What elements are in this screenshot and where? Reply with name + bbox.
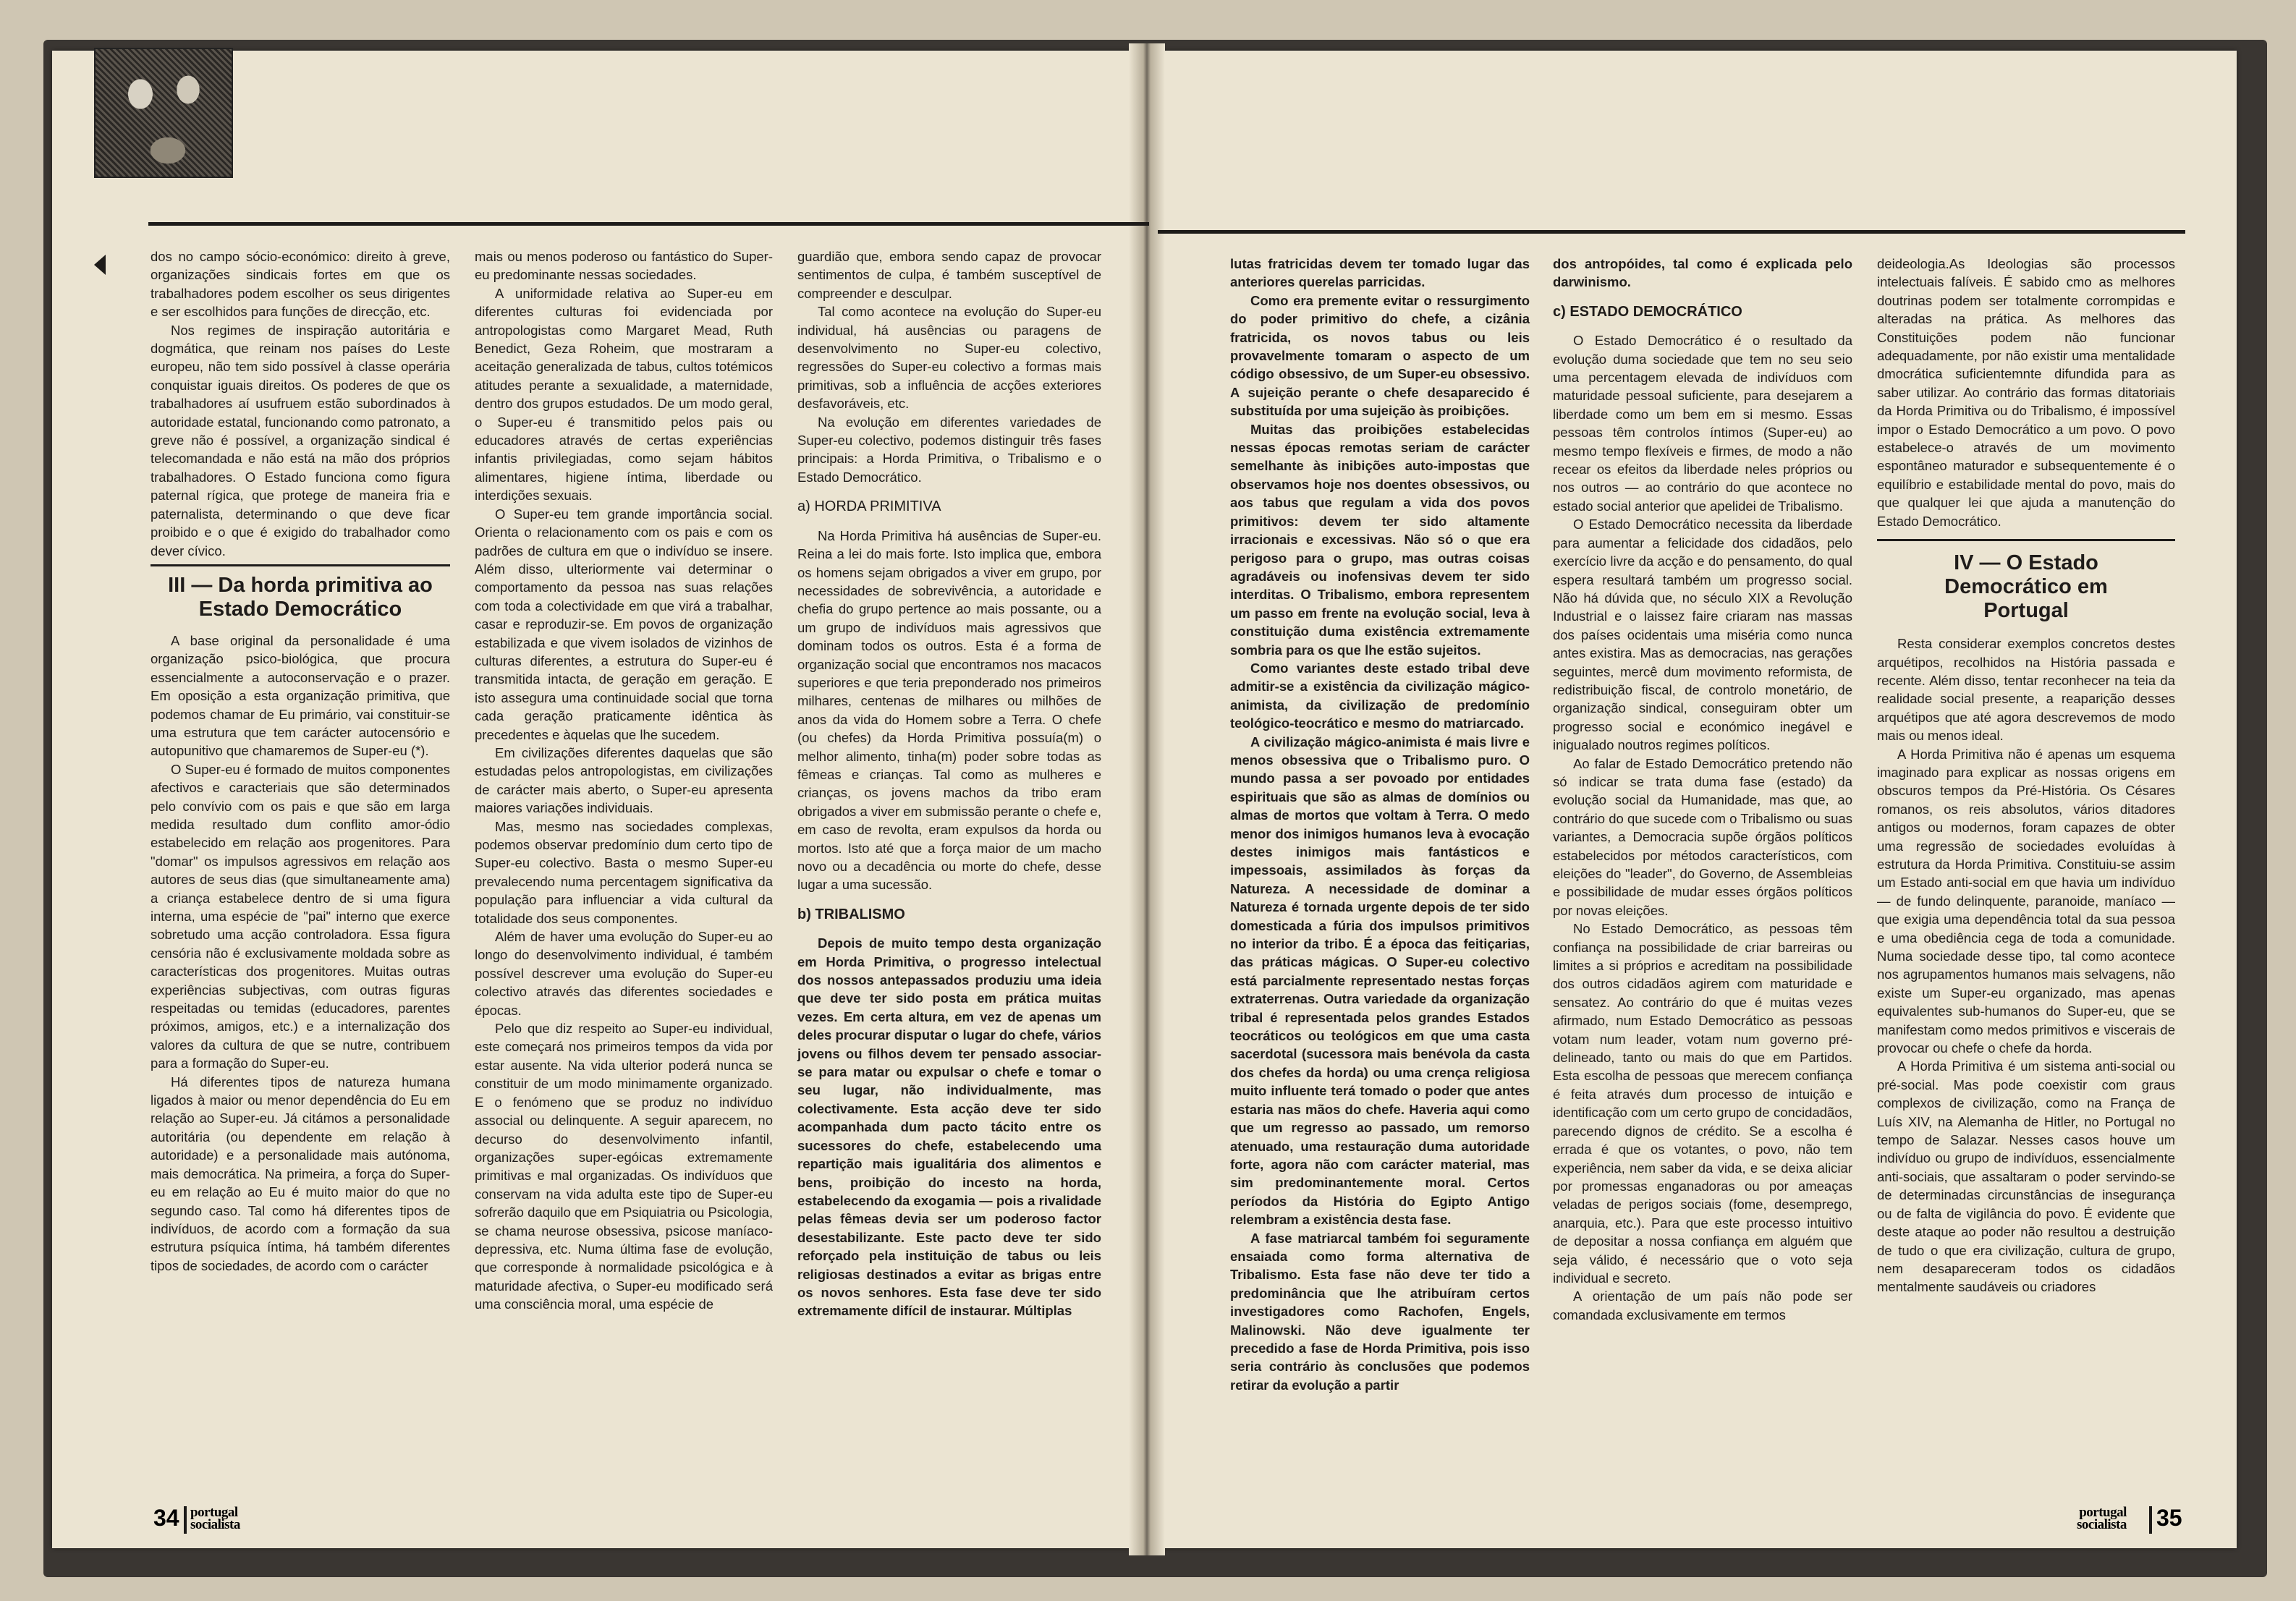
paragraph: Ao falar de Estado Democrático pretendo não só indicar se trata duma fase (estado) da evolução social da Humanidade, mas que, ao contrário do que sucede com o Tribalismo ou suas variantes, a Democracia supõe órgãos políticos estabelecidos por métodos característicos, com eleições do "leader", do Governo, de Assembleias e possibilidade de mudar esses órgãos políticos por novas eleições.	[1553, 755, 1852, 918]
paragraph: O Super-eu é formado de muitos componentes afectivos e caracteriais que são determinados pelo convívio com os pais e que são em larga medida resultado dum conflito amor-ódio estabelecido em relação aos progenitores. Para "domar" os impulsos agressivos em relação aos autores de seus dias (que simultaneamente ama) a criança estabelece dentro de si uma figura interna, uma espécie de "pai" interno que exerce sobretudo uma acção controladora. Essa figura censória não é exclusivamente moldada sobre as características dos progenitores. Muitas outras experiências subjectivas, com outras figuras respeitadas ou temidas (educadores, parentes próximos, amigos, etc.) e a internalização dos valores da cultura de que se nutre, contribuem para a formação do Super-eu.	[151, 761, 450, 1071]
subheading-tribalismo: b) TRIBALISMO	[797, 906, 905, 922]
section-4-title: IV — O Estado Democrático em Portugal	[1944, 551, 2108, 623]
section-3-title: III — Da horda primitiva ao Estado Democrático	[168, 573, 433, 621]
column-3	[797, 247, 1101, 1320]
paragraph: Resta considerar exemplos concretos destes arquétipos, recolhidos na História passada e recente. Além disso, tentar reconhecer na teia da realidade social presente, a reaparição desses arquétipos que até agora descrevemos de modo mais ou menos ideal.	[1877, 636, 2175, 744]
subheading-estado-democratico: c) ESTADO DEMOCRÁTICO	[1553, 303, 1742, 320]
paragraph: Tal como acontece na evolução do Super-eu individual, há ausências ou paragens de desenvolvimento no Super-eu colectivo, regressões do Super-eu colectivo a formas mais primitivas, sob a influência de acções exteriores desfavoráveis, etc.	[797, 304, 1101, 412]
paragraph: Além de haver uma evolução do Super-eu ao longo do desenvolvimento individual, é também possível descrever uma evolução do Super-eu colectivo através das diferentes sociedades e épocas.	[475, 929, 773, 1018]
paragraph: A base original da personalidade é uma organização psico-biológica, que procura essencialmente a autoconservação e o prazer. Em oposição a esta organização primitiva, que podemos chamar de Eu primário, vai constituir-se uma estrutura que tem carácter autocensório e autopunitivo que chamaremos de Super-eu (*).	[151, 632, 450, 759]
paragraph: dos no campo sócio-económico: direito à greve, organizações sindicais fortes em que os trabalhadores podem escolher os seus dirigentes e ser escolhidos para funções de direcção, etc.	[151, 249, 450, 320]
page-number-left: 34	[153, 1505, 179, 1531]
section-divider	[1877, 539, 2175, 541]
column-5	[1553, 255, 1852, 1324]
continuation-arrow-icon	[94, 255, 106, 275]
paragraph: A civilização mágico-animista é mais livre e menos obsessiva que o Tribalismo puro. O mundo passa a ser povoado por entidades espirituais que são as almas de domínios ou almas de mortos que voltam à Terra. O medo menor dos inimigos humanos leva à evocação destes inimigos mais fantásticos e impessoais, assimilados às forças da Natureza. A necessidade de dominar a Natureza é tornada urgente depois de ter sido domesticada a fúria dos impulsos primitivos no interior da tribo. É a época das feitiçarias, das práticas mágicas. O Super-eu colectivo está parcialmente representado nestas forças extraterrenas. Outra variedade da organização tribal é representada pelos grandes Estados teocráticos ou teológicos em que uma casta sacerdotal (sucessora mais benévola da casta dos chefes da horda) ou uma crença religiosa muito influente terá tomado o poder que antes estaria nas mãos do chefe. Haveria aqui como que um regresso ao passado, um remorso atenuado, uma restauração duma autoridade forte, agora não com carácter material, mas sim predominantemente moral. Certos períodos da História do Egipto Antigo relembram a existência desta fase.	[1230, 734, 1530, 1228]
paragraph: lutas fratricidas devem ter tomado lugar das anteriores querelas parricidas.	[1230, 256, 1530, 290]
folio-divider	[2149, 1506, 2152, 1534]
paragraph: O Estado Democrático necessita da liberdade para aumentar a felicidade dos cidadãos, pelo exercício livre da acção e do pensamento, do qual espera resultará também um progresso social. Não há dúvida que, no século XIX a Revolução Industrial e o laissez faire criaram nas massas dos países ocidentais uma miséria como nunca antes existira. Mas as democracias, nas gerações seguintes, mercê dum movimento reformista, de redistribuição fiscal, de controlo monetário, de organização sindical, conseguiram obter um progresso social e económico inegável e inigualado noutros regimes políticos.	[1553, 517, 1852, 753]
column-2	[475, 247, 773, 1314]
paragraph: Na evolução em diferentes variedades de Super-eu colectivo, podemos distinguir três fases principais: a Horda Primitiva, o Tribalismo e o Estado Democrático.	[797, 414, 1101, 485]
paragraph: guardião que, embora sendo capaz de provocar sentimentos de culpa, é também susceptível de compreender e desculpar.	[797, 249, 1101, 301]
paragraph: dos antropóides, tal como é explicada pelo darwinismo.	[1553, 256, 1852, 290]
paragraph: Mas, mesmo nas sociedades complexas, podemos observar predomínio dum certo tipo de Super-eu colectivo. Basta o mesmo Super-eu prevalecendo numa percentagem significativa da população para influenciar a vida cultural da totalidade dos seus componentes.	[475, 818, 773, 926]
column-6	[1877, 255, 2175, 1296]
paragraph: Muitas das proibições estabelecidas nessas épocas remotas seriam de carácter semelhante às inibições auto-impostas que observamos hoje nos doentes obsessivos, ou aos tabus que regulam a vida dos povos primitivos: devem ter sido altamente irracionais e excessivas. Não só o que era perigoso para o grupo, mas outras coisas agradáveis ou inofensivas devem ter sido interditas. O Tribalismo, embora representem um passo em frente na evolução social, leva à constituição duma existência extremamente sombria para os que lhe estão sujeitos.	[1230, 421, 1530, 658]
paragraph: mais ou menos poderoso ou fantástico do Super-eu predominante nessas sociedades.	[475, 249, 773, 283]
paragraph: O Super-eu tem grande importância social. Orienta o relacionamento com os pais e com os padrões de cultura em que o indivíduo se insere. Além disso, ulteriormente vai determinar o comportamento da pessoa nas suas relações com toda a colectividade em que virá a trabalhar, casar e reproduzir-se. Em povos de organização estabilizada e que vivem isolados de vizinhos de culturas diferentes, a estrutura do Super-eu é transmitida intacta, de geração em geração. E isto assegura uma continuidade social que torna cada geração praticamente idêntica às precedentes e àquelas que lhe sucedem.	[475, 506, 773, 742]
paragraph: A Horda Primitiva não é apenas um esquema imaginado para explicar as nossas origens em obscuros tempos da Pré-História. Os Césares romanos, os reis absolutos, vários ditadores antigos ou modernos, foram capazes de obter uma regressão de sociedades evoluídas à estrutura da Horda Primitiva. Constituiu-se assim um Estado anti-social em que havia um indivíduo — de fundo delinquente, paranoide, maníaco — que exigia uma dependência total da sua pessoa e uma obediência cega de toda a comunidade. Numa sociedade desse tipo, tal como acontece nos agrupamentos humanos mais selvagens, não existe um Super-eu organizado, mas apenas equivalentes sub-humanos do Super-eu, que se manifestam como medos primitivos e viscerais de provocar ou chefe o chefe da horda.	[1877, 746, 2175, 1056]
column-1	[151, 247, 450, 1275]
binding-gutter	[1129, 43, 1165, 1555]
paragraph: Depois de muito tempo desta organização em Horda Primitiva, o progresso intelectual dos nossos antepassados produziu uma ideia que deve ter sido posta em prática muitas vezes. Em certa altura, em vez de apenas um deles procurar disputar o lugar do chefe, vários jovens ou filhos devem ter pensado associar-se para matar ou expulsar o chefe e tomar o seu lugar, não individualmente, mas colectivamente. Esta acção deve ter sido acompanhada dum pacto tácito entre os sucessores do chefe, estabelecendo uma repartição mais igualitária dos alimentos e bens, proibição do incesto na horda, estabelecendo da exogamia — pois a rivalidade pelas fêmeas devia ser um poderoso factor desestabilizante. Este pacto deve ter sido reforçado pela instituição de tabus ou leis religiosas destinados a evitar as brigas entre os novos senhores. Esta fase deve ter sido extremamente difícil de instaurar. Múltiplas	[797, 935, 1101, 1319]
brand-logo-right: portugal socialista	[2077, 1505, 2127, 1532]
paragraph: Como era premente evitar o ressurgimento do poder primitivo do chefe, a cizânia fratricida, os novos tabus ou leis provavelmente tomaram o aspecto de um código obsessivo, de um Super-eu obsessivo. A sujeição perante o chefe desaparecido é substituída por uma sujeição às proibições.	[1230, 292, 1530, 419]
paragraph: A Horda Primitiva é um sistema anti-social ou pré-social. Mas pode coexistir com graus complexos de civilização, como na França de Luís XIV, na Alemanha de Hitler, no Portugal no tempo de Salazar. Nesses casos houve um indivíduo ou grupo de indivíduos, essencialmente anti-sociais, que assaltaram o poder servindo-se de determinadas circunstâncias de insegurança ou de falta de vigilância do povo. É evidente que deste ataque ao poder não resultou a destruição de tudo o que era civilização, cultura de grupo, nem desapareceram todos os cidadãos mentalmente saudáveis ou criadores	[1877, 1058, 2175, 1295]
paragraph: O Estado Democrático é o resultado da evolução duma sociedade que tem no seu seio uma percentagem elevada de indivíduos com maturidade pessoal suficiente, para desejarem a liberdade como um bem em si mesmo. Essas pessoas têm controlos íntimos (Super-eu) ao mesmo tempo flexíveis e firmes, de modo a não recear os efeitos da liberdade neles próprios ou nos outros — ao contrário do que acontece no estado social anterior que apelidei de Tribalismo.	[1553, 333, 1852, 514]
paragraph: A fase matriarcal também foi seguramente ensaiada como forma alternativa de Tribalismo. Esta fase não deve ter tido a predominância que lhe atribuíram certos investigadores como Rachofen, Engels, Malinowski. Não deve igualmente ter precedido a fase de Horda Primitiva, pois isso seria contrário às conclusões que podemos retirar da evolução a partir	[1230, 1230, 1530, 1393]
right-header-rule	[1158, 230, 2185, 234]
brand-logo-left: portugal socialista	[190, 1505, 240, 1532]
paragraph: Pelo que diz respeito ao Super-eu individual, este começará nos primeiros tempos da vida por estar ausente. Na vida ulterior poderá nunca se constituir de um modo minimamente organizado. E o fenómeno que se produz no indivíduo associal ou delinquente. A seguir aparecem, no decurso do desenvolvimento infantil, organizações super-egóicas extremamente primitivas e mal organizadas. Os indivíduos que conservam na vida adulta este tipo de Super-eu sofrerão daquilo que em Psiquiatria ou Psicologia, se chama neurose obsessiva, psicose maníaco-depressiva, etc. Numa última fase de evolução, que corresponde à normalidade psicológica e à maturidade afectiva, o Super-eu modificado será uma consciência moral, uma espécie de	[475, 1021, 773, 1312]
paragraph: Em civilizações diferentes daquelas que são estudadas pelos antropologistas, em civilizações de carácter mais aberto, o Super-eu apresenta maiores variações individuais.	[475, 744, 773, 816]
column-4	[1230, 255, 1530, 1394]
header-photo	[94, 48, 233, 178]
paragraph: No Estado Democrático, as pessoas têm confiança na possibilidade de criar barreiras ou limites a si próprios e acreditam na possibilidade dos outros cidadãos agirem com maturidade e sensatez. Ao contrário do que é muitas vezes afirmado, num Estado Democrático as pessoas votam num leader, votam num governo pré-delineado, tanto ou mais do que em Partidos. Esta escolha de pessoas que merecem confiança é feita através dum processo de intuição e identificação com um certo grupo de concidadãos, parecendo dignos de crédito. Se a escolha é errada é que os votantes, o povo, não tem experiência, nem saber da vida, e se deixa aliciar por promessas enganadoras ou por ameaças veladas de perigos sociais (fome, desemprego, anarquia, etc.). Para que este processo intuitivo de depositar a nossa confiança em alguém que seja válido, é necessário que o voto seja individual e secreto.	[1553, 921, 1852, 1286]
left-header-rule	[148, 222, 1149, 226]
paragraph: Na Horda Primitiva há ausências de Super-eu. Reina a lei do mais forte. Isto implica que, embora os homens sejam obrigados a viver em grupo, por necessidades de sobrevivência, a autoridade e chefia do grupo pertence ao mais possante, ou a um grupo de indivíduos mais agressivos que dominam todos os outros. Esta é a forma de organização social que encontramos nos macacos superiores e que teria preponderado nos primeiros milhares, centenas de milhares ou milhões de anos da vida do Homem sobre a Terra. O chefe (ou chefes) da Horda Primitiva possuía(m) o melhor alimento, tinha(m) poder sobre todas as fêmeas e crianças. Tal como as mulheres e crianças, os jovens machos da tribo eram obrigados a viver em submissão perante o chefe e, em caso de revolta, eram expulsos da horda ou mortos. Isto até que a força maior de um macho novo ou a decadência ou morte do chefe, desse lugar a uma sucessão.	[797, 527, 1101, 893]
paragraph: A orientação de um país não pode ser comandada exclusivamente em termos	[1553, 1288, 1852, 1322]
paragraph: Como variantes deste estado tribal deve admitir-se a existência da civilização mágico-animista, da civilização de predomínio teológico-teocrático e mesmo do matriarcado.	[1230, 660, 1530, 731]
paragraph: deideologia.As Ideologias são processos intelectuais falíveis. É sabido cmo as melhores doutrinas podem ser totalmente corrompidas e alteradas na prática. As melhores das Constituições podem não funcionar adequadamente, por não existir uma mentalidade dmocrática suficientemnte difundida para as saber utilizar. Ao contrário das formas ditatoriais da Horda Primitiva ou do Tribalismo, é impossível impor o Estado Democrático a um povo. O povo estabelece-o através de um movimento espontâneo maturador e subsequentemente é o equilíbrio e estabilidade mental do povo, mais do que qualquer lei que ajuda a manutenção do Estado Democrático.	[1877, 256, 2175, 529]
paragraph: Há diferentes tipos de natureza humana ligados à maior ou menor dependência do Eu em relação ao Super-eu. Já citámos a personalidade autoritária (ou dependente em relação à autoridade) e a personalidade mais autónoma, mais democrática. Na primeira, a força do Super-eu em relação ao Eu é muito maior do que no segundo caso. Tal como há diferentes tipos de indivíduos, de acordo com a formação da sua estrutura psíquica íntima, há também diferentes tipos de sociedades, de acordo com o carácter	[151, 1074, 450, 1273]
paragraph: Nos regimes de inspiração autoritária e dogmática, que reinam nos países do Leste europeu, não tem sido possível à classe operária conquistar iguais direitos. Os poderes de que os trabalhadores aí usufruem estão subordinados à autoridade estatal, funcionando como patronato, a greve não é possível, a organização sindical é telecomandada e não está na mão dos próprios trabalhadores. O Estado funciona como figura paternal rígica, que protege de maneira fria e paternalista, determinando o que deve ficar proibido e o que é exigido do trabalhador como dever cívico.	[151, 322, 450, 559]
page-number-right: 35	[2156, 1505, 2182, 1531]
subheading-horda-primitiva: a) HORDA PRIMITIVA	[797, 498, 941, 515]
folio-divider	[184, 1506, 187, 1534]
paragraph: A uniformidade relativa ao Super-eu em diferentes culturas foi evidenciada por antropologistas como Margaret Mead, Ruth Benedict, Geza Roheim, que mostraram a aceitação generalizada de tabus, cultos totémicos atitudes perante a sexualidade, a maternidade, dentro dos grupos estudados. De um modo geral, o Super-eu é transmitido pelos pais ou educadores através de certas experiências infantis privilegiadas, como sejam hábitos alimentares, higiene íntima, liberdade ou interdições sexuais.	[475, 285, 773, 504]
section-divider	[151, 564, 450, 566]
